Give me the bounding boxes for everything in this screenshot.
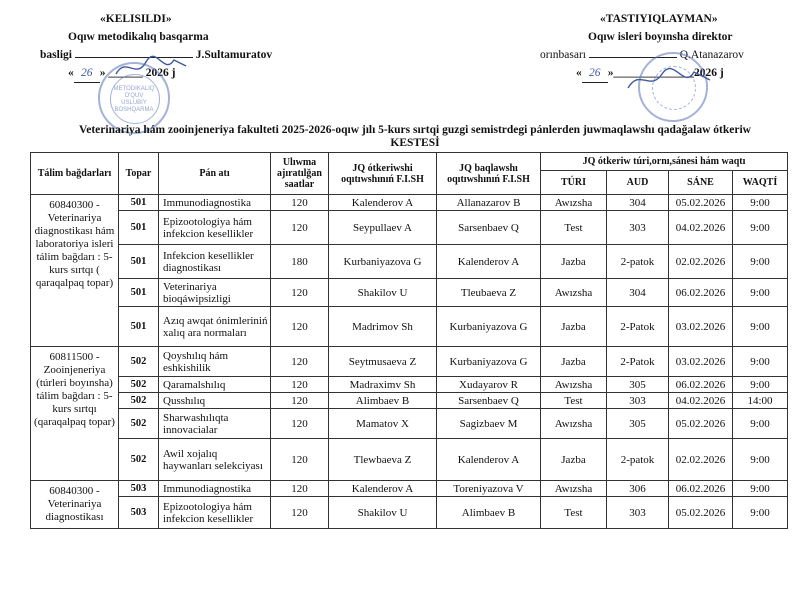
header-group: Topar: [119, 153, 159, 195]
type-cell: Test: [541, 497, 607, 529]
observer-cell: Sagizbaev M: [437, 409, 541, 439]
room-cell: 2-patok: [607, 439, 669, 481]
time-cell: 9:00: [733, 245, 788, 279]
subject-cell: Qoyshılıq hám eshkishilik: [159, 347, 271, 377]
subject-cell: Immunodiagnostika: [159, 195, 271, 211]
table-row: [31, 347, 788, 377]
hours-cell: 120: [271, 409, 329, 439]
room-cell: 303: [607, 497, 669, 529]
type-cell: Test: [541, 211, 607, 245]
header-hours: Ulıwma ajıratılğan saatlar: [271, 153, 329, 195]
observer-cell: Kalenderov A: [437, 245, 541, 279]
group-cell: 501: [119, 211, 159, 245]
direction-cell: 60840300 - Veterinariya diagnostikası hám laboratoriya isleri tálim bağdarı : 5-kurs sırtqı ( qaraqalpaq topar): [31, 195, 119, 347]
type-cell: Jazba: [541, 245, 607, 279]
header-examiner: JQ ótkeriwshi oqıtıwshınıń F.I.SH: [329, 153, 437, 195]
time-cell: 9:00: [733, 195, 788, 211]
approval-left-day: 26: [74, 64, 100, 83]
hours-cell: 120: [271, 307, 329, 347]
observer-cell: Sarsenbaev Q: [437, 211, 541, 245]
approval-left-name: J.Sultamuratov: [195, 49, 273, 61]
date-cell: 06.02.2026: [669, 279, 733, 307]
examiner-cell: Mamatov X: [329, 409, 437, 439]
time-cell: 9:00: [733, 347, 788, 377]
table-row: [31, 307, 788, 347]
room-cell: 303: [607, 211, 669, 245]
group-cell: 502: [119, 409, 159, 439]
date-cell: 06.02.2026: [669, 377, 733, 393]
approval-right-position: Oqıw isleri boyınsha direktor: [588, 31, 733, 43]
date-cell: 06.02.2026: [669, 481, 733, 497]
group-cell: 502: [119, 347, 159, 377]
observer-cell: Toreniyazova V: [437, 481, 541, 497]
stamp-left-text-2: O'QUV: [124, 93, 144, 99]
time-cell: 14:00: [733, 393, 788, 409]
table-row: [31, 439, 788, 481]
subject-cell: Immunodiagnostika: [159, 481, 271, 497]
type-cell: Awızsha: [541, 195, 607, 211]
date-cell: 05.02.2026: [669, 195, 733, 211]
exam-schedule-table: [30, 152, 788, 529]
time-cell: 9:00: [733, 279, 788, 307]
table-row: [31, 497, 788, 529]
time-cell: 9:00: [733, 497, 788, 529]
table-row: [31, 279, 788, 307]
hours-cell: 120: [271, 393, 329, 409]
header-subject: Pán atı: [159, 153, 271, 195]
type-cell: Test: [541, 393, 607, 409]
room-cell: 305: [607, 377, 669, 393]
group-cell: 501: [119, 279, 159, 307]
hours-cell: 120: [271, 377, 329, 393]
date-cell: 04.02.2026: [669, 211, 733, 245]
hours-cell: 120: [271, 195, 329, 211]
table-row: [31, 211, 788, 245]
room-cell: 306: [607, 481, 669, 497]
date-cell: 02.02.2026: [669, 245, 733, 279]
group-cell: 502: [119, 393, 159, 409]
group-cell: 501: [119, 195, 159, 211]
stamp-left-text-4: BOSHQARMA: [114, 107, 154, 113]
signature-right-icon: [624, 62, 714, 98]
hours-cell: 120: [271, 497, 329, 529]
time-cell: 9:00: [733, 307, 788, 347]
observer-cell: Xudayarov R: [437, 377, 541, 393]
observer-cell: Allanazarov B: [437, 195, 541, 211]
hours-cell: 120: [271, 211, 329, 245]
room-cell: 304: [607, 279, 669, 307]
room-cell: 2-Patok: [607, 347, 669, 377]
date-cell: 03.02.2026: [669, 307, 733, 347]
examiner-cell: Kalenderov A: [329, 481, 437, 497]
subject-cell: Qaramalshılıq: [159, 377, 271, 393]
observer-cell: Sarsenbaev Q: [437, 393, 541, 409]
subject-cell: Awil xojalıq haywanları selekciyası: [159, 439, 271, 481]
header-room: AUD: [607, 171, 669, 195]
stamp-left-text-1: METODIKALIQ: [113, 86, 155, 92]
date-cell: 02.02.2026: [669, 439, 733, 481]
approval-right-heading: «TASTIYIQLAYMAN»: [600, 13, 718, 25]
examiner-cell: Kurbaniyazova G: [329, 245, 437, 279]
stamp-left-text-3: USLUBIY: [121, 100, 147, 106]
group-cell: 501: [119, 307, 159, 347]
table-row: [31, 245, 788, 279]
subject-cell: Veterinariya bioqáwipsizligi: [159, 279, 271, 307]
approval-left-date: « 26 » ______ 2026 j: [40, 64, 300, 82]
room-cell: 304: [607, 195, 669, 211]
date-cell: 03.02.2026: [669, 347, 733, 377]
type-cell: Awızsha: [541, 481, 607, 497]
type-cell: Awızsha: [541, 409, 607, 439]
examiner-cell: Madraximv Sh: [329, 377, 437, 393]
table-row: [31, 377, 788, 393]
date-cell: 04.02.2026: [669, 393, 733, 409]
time-cell: 9:00: [733, 211, 788, 245]
header-exam-info: JQ ótkeriw túri,ornı,sánesi hám waqtı: [541, 153, 788, 171]
room-cell: 2-patok: [607, 245, 669, 279]
subject-cell: Epizootologiya hám infekcion kesellikler: [159, 497, 271, 529]
time-cell: 9:00: [733, 481, 788, 497]
table-row: [31, 481, 788, 497]
table-row: [31, 409, 788, 439]
hours-cell: 120: [271, 439, 329, 481]
examiner-cell: Shakilov U: [329, 497, 437, 529]
group-cell: 501: [119, 245, 159, 279]
examiner-cell: Seypullaev A: [329, 211, 437, 245]
hours-cell: 120: [271, 279, 329, 307]
examiner-cell: Tlewbaeva Z: [329, 439, 437, 481]
group-cell: 502: [119, 439, 159, 481]
approval-left-position: Oqıw metodikalıq basqarma: [68, 31, 209, 43]
group-cell: 502: [119, 377, 159, 393]
examiner-cell: Alimbaev B: [329, 393, 437, 409]
approval-right-prefix: orınbasarı: [540, 49, 586, 61]
date-cell: 05.02.2026: [669, 497, 733, 529]
observer-cell: Kurbaniyazova G: [437, 347, 541, 377]
header-direction: Tálim bağdarları: [31, 153, 119, 195]
hours-cell: 120: [271, 347, 329, 377]
observer-cell: Alimbaev B: [437, 497, 541, 529]
group-cell: 503: [119, 481, 159, 497]
header-type: TÚRI: [541, 171, 607, 195]
time-cell: 9:00: [733, 409, 788, 439]
type-cell: Jazba: [541, 347, 607, 377]
time-cell: 9:00: [733, 377, 788, 393]
subject-cell: Azıq awqat ónimleriniń xalıq ara normaları: [159, 307, 271, 347]
subject-cell: Qusshılıq: [159, 393, 271, 409]
room-cell: 303: [607, 393, 669, 409]
hours-cell: 120: [271, 481, 329, 497]
date-cell: 05.02.2026: [669, 409, 733, 439]
observer-cell: Kalenderov A: [437, 439, 541, 481]
room-cell: 305: [607, 409, 669, 439]
subject-cell: Sharwashılıqta innovacialar: [159, 409, 271, 439]
signature-left-icon: [112, 52, 192, 82]
approval-right-name: Q.Atanazarov: [679, 49, 744, 61]
header-date: SÁNE: [669, 171, 733, 195]
examiner-cell: Shakilov U: [329, 279, 437, 307]
table-row: [31, 195, 788, 211]
examiner-cell: Seytmusaeva Z: [329, 347, 437, 377]
type-cell: Jazba: [541, 439, 607, 481]
type-cell: Jazba: [541, 307, 607, 347]
approval-left-heading: «KELISILDI»: [100, 13, 172, 25]
type-cell: Awızsha: [541, 279, 607, 307]
subject-cell: Epizootologiya hám infekcion kesellikler: [159, 211, 271, 245]
subject-cell: Infekcion kesellikler diagnostikası: [159, 245, 271, 279]
examiner-cell: Kalenderov A: [329, 195, 437, 211]
group-cell: 503: [119, 497, 159, 529]
approval-right-day: 26: [582, 64, 608, 83]
header-time: WAQTÍ: [733, 171, 788, 195]
time-cell: 9:00: [733, 439, 788, 481]
approval-right-date: « 26 »______________2026 j: [540, 64, 790, 82]
hours-cell: 180: [271, 245, 329, 279]
table-row: [31, 393, 788, 409]
observer-cell: Tleubaeva Z: [437, 279, 541, 307]
type-cell: Awızsha: [541, 377, 607, 393]
examiner-cell: Madrimov Sh: [329, 307, 437, 347]
header-observer: JQ baqlawshı oqıtıwshınıń F.I.SH: [437, 153, 541, 195]
direction-cell: 60840300 - Veterinariya diagnostikası: [31, 481, 119, 529]
observer-cell: Kurbaniyazova G: [437, 307, 541, 347]
document-title: Veterinariya hám zooinjeneriya fakulteti 2025-2026-oqıw jılı 5-kurs sırtqi guzgi semistrdegi pánlerden juwmaqlawshı qadağalaw ótkeriw KESTESİ: [79, 124, 751, 149]
direction-cell: 60811500 - Zooinjeneriya (túrleri boyınsha) tálim bağdarı : 5-kurs sırtqı (qaraqalpaq topar): [31, 347, 119, 481]
approval-left-prefix: basligi: [40, 49, 72, 61]
room-cell: 2-Patok: [607, 307, 669, 347]
